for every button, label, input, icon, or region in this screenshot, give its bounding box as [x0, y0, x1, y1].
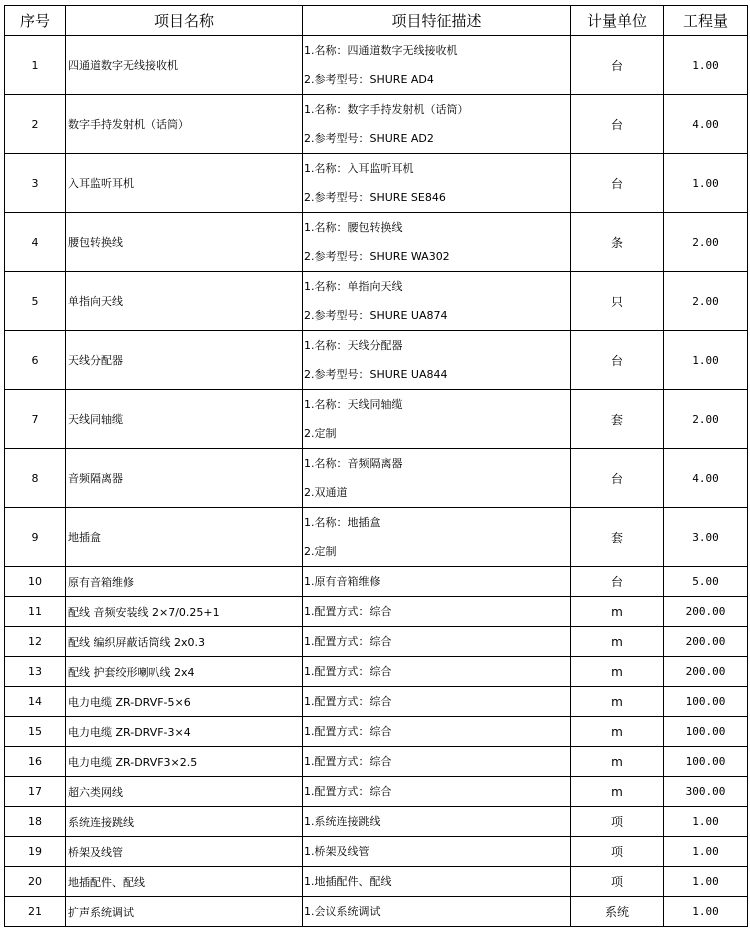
item-name: 腰包转换线 [66, 213, 303, 272]
unit: 条 [571, 213, 664, 272]
unit: 台 [571, 154, 664, 213]
item-name: 系统连接跳线 [66, 807, 303, 837]
row-number: 2 [5, 95, 66, 154]
unit: 台 [571, 36, 664, 95]
row-number: 11 [5, 597, 66, 627]
item-name: 入耳监听耳机 [66, 154, 303, 213]
table-row [5, 867, 748, 897]
header-item-name: 项目名称 [66, 6, 303, 36]
item-name: 扩声系统调试 [66, 897, 303, 927]
item-description [303, 567, 571, 597]
table-row [5, 777, 748, 807]
description-line: 1.名称：地插盒 [304, 516, 381, 529]
row-number: 8 [5, 449, 66, 508]
row-number: 18 [5, 807, 66, 837]
item-name: 四通道数字无线接收机 [66, 36, 303, 95]
item-description [303, 687, 571, 717]
table-row [5, 154, 748, 213]
description-line: 2.定制 [304, 545, 337, 558]
unit: 项 [571, 807, 664, 837]
description-line: 1.原有音箱维修 [304, 575, 381, 588]
table-header-row [5, 6, 748, 36]
item-name: 天线同轴缆 [66, 390, 303, 449]
description-line: 1.名称：天线分配器 [304, 339, 403, 352]
item-description [303, 95, 571, 154]
description-line: 1.配置方式：综合 [304, 725, 392, 738]
unit: 项 [571, 867, 664, 897]
item-description [303, 717, 571, 747]
unit: m [571, 597, 664, 627]
row-number: 15 [5, 717, 66, 747]
item-name: 电力电缆 ZR-DRVF-3×4 [66, 717, 303, 747]
quantity: 1.00 [664, 807, 748, 837]
item-description [303, 807, 571, 837]
quantity: 1.00 [664, 154, 748, 213]
description-line: 1.配置方式：综合 [304, 695, 392, 708]
row-number: 9 [5, 508, 66, 567]
description-line: 1.名称：腰包转换线 [304, 221, 403, 234]
header-unit: 计量单位 [571, 6, 664, 36]
header-item-description: 项目特征描述 [303, 6, 571, 36]
quantity: 200.00 [664, 627, 748, 657]
quantity: 200.00 [664, 657, 748, 687]
item-description [303, 777, 571, 807]
table-row [5, 213, 748, 272]
description-line: 1.配置方式：综合 [304, 665, 392, 678]
quantity: 4.00 [664, 95, 748, 154]
table-row [5, 508, 748, 567]
description-line: 2.定制 [304, 427, 337, 440]
item-description [303, 154, 571, 213]
item-description [303, 508, 571, 567]
quantity: 1.00 [664, 897, 748, 927]
quantity: 4.00 [664, 449, 748, 508]
unit: m [571, 717, 664, 747]
row-number: 1 [5, 36, 66, 95]
description-line: 2.双通道 [304, 486, 348, 499]
table-row [5, 390, 748, 449]
description-line: 1.名称：四通道数字无线接收机 [304, 44, 458, 57]
item-description [303, 897, 571, 927]
description-line: 1.配置方式：综合 [304, 635, 392, 648]
description-line: 2.参考型号：SHURE AD2 [304, 132, 434, 145]
row-number: 17 [5, 777, 66, 807]
row-number: 4 [5, 213, 66, 272]
item-description [303, 837, 571, 867]
item-description [303, 36, 571, 95]
table-row [5, 807, 748, 837]
item-description [303, 331, 571, 390]
table-row [5, 627, 748, 657]
table-body [5, 36, 748, 927]
description-line: 1.名称：天线同轴缆 [304, 398, 403, 411]
quantity: 200.00 [664, 597, 748, 627]
item-name: 单指向天线 [66, 272, 303, 331]
header-quantity: 工程量 [664, 6, 748, 36]
item-description [303, 657, 571, 687]
bill-of-quantities-table [4, 5, 748, 927]
row-number: 6 [5, 331, 66, 390]
unit: 台 [571, 331, 664, 390]
item-name: 天线分配器 [66, 331, 303, 390]
row-number: 20 [5, 867, 66, 897]
table-row [5, 331, 748, 390]
table-row [5, 687, 748, 717]
quantity: 1.00 [664, 331, 748, 390]
quantity: 1.00 [664, 867, 748, 897]
description-line: 1.名称：入耳监听耳机 [304, 162, 414, 175]
item-name: 地插盒 [66, 508, 303, 567]
item-name: 配线 编织屏蔽话筒线 2x0.3 [66, 627, 303, 657]
quantity: 100.00 [664, 687, 748, 717]
quantity: 1.00 [664, 36, 748, 95]
quantity: 2.00 [664, 272, 748, 331]
table-row [5, 567, 748, 597]
item-description [303, 867, 571, 897]
row-number: 19 [5, 837, 66, 867]
item-name: 超六类网线 [66, 777, 303, 807]
unit: 台 [571, 95, 664, 154]
description-line: 1.名称：音频隔离器 [304, 457, 403, 470]
description-line: 2.参考型号：SHURE SE846 [304, 191, 446, 204]
unit: 套 [571, 508, 664, 567]
item-name: 数字手持发射机（话筒） [66, 95, 303, 154]
table-row [5, 657, 748, 687]
table-row [5, 36, 748, 95]
row-number: 13 [5, 657, 66, 687]
quantity: 3.00 [664, 508, 748, 567]
table-row [5, 597, 748, 627]
description-line: 1.配置方式：综合 [304, 605, 392, 618]
description-line: 1.桥架及线管 [304, 845, 370, 858]
row-number: 3 [5, 154, 66, 213]
description-line: 2.参考型号：SHURE AD4 [304, 73, 434, 86]
description-line: 2.参考型号：SHURE UA844 [304, 368, 448, 381]
quantity: 2.00 [664, 390, 748, 449]
table-row [5, 449, 748, 508]
unit: 套 [571, 390, 664, 449]
item-name: 配线 护套绞形喇叭线 2x4 [66, 657, 303, 687]
description-line: 2.参考型号：SHURE WA302 [304, 250, 450, 263]
row-number: 7 [5, 390, 66, 449]
description-line: 1.地插配件、配线 [304, 875, 392, 888]
header-no: 序号 [5, 6, 66, 36]
row-number: 14 [5, 687, 66, 717]
unit: 台 [571, 449, 664, 508]
item-description [303, 597, 571, 627]
description-line: 1.配置方式：综合 [304, 755, 392, 768]
item-name: 桥架及线管 [66, 837, 303, 867]
item-name: 电力电缆 ZR-DRVF3×2.5 [66, 747, 303, 777]
row-number: 10 [5, 567, 66, 597]
item-name: 地插配件、配线 [66, 867, 303, 897]
row-number: 12 [5, 627, 66, 657]
description-line: 2.参考型号：SHURE UA874 [304, 309, 448, 322]
unit: 系统 [571, 897, 664, 927]
unit: 项 [571, 837, 664, 867]
table-row [5, 837, 748, 867]
quantity: 300.00 [664, 777, 748, 807]
item-name: 配线 音频安装线 2×7/0.25+1 [66, 597, 303, 627]
description-line: 1.名称：数字手持发射机（话筒） [304, 103, 469, 116]
item-name: 音频隔离器 [66, 449, 303, 508]
item-name: 电力电缆 ZR-DRVF-5×6 [66, 687, 303, 717]
item-name: 原有音箱维修 [66, 567, 303, 597]
unit: m [571, 747, 664, 777]
unit: m [571, 657, 664, 687]
table-row [5, 717, 748, 747]
item-description [303, 449, 571, 508]
description-line: 1.会议系统调试 [304, 905, 381, 918]
row-number: 21 [5, 897, 66, 927]
unit: 只 [571, 272, 664, 331]
unit: m [571, 687, 664, 717]
quantity: 2.00 [664, 213, 748, 272]
row-number: 5 [5, 272, 66, 331]
item-description [303, 747, 571, 777]
item-description [303, 272, 571, 331]
unit: m [571, 627, 664, 657]
table-row [5, 897, 748, 927]
unit: m [571, 777, 664, 807]
row-number: 16 [5, 747, 66, 777]
table-row [5, 272, 748, 331]
table-row [5, 747, 748, 777]
description-line: 1.系统连接跳线 [304, 815, 381, 828]
unit: 台 [571, 567, 664, 597]
table-row [5, 95, 748, 154]
description-line: 1.名称：单指向天线 [304, 280, 403, 293]
item-description [303, 390, 571, 449]
quantity: 1.00 [664, 837, 748, 867]
description-line: 1.配置方式：综合 [304, 785, 392, 798]
quantity: 100.00 [664, 717, 748, 747]
item-description [303, 627, 571, 657]
quantity: 5.00 [664, 567, 748, 597]
item-description [303, 213, 571, 272]
quantity: 100.00 [664, 747, 748, 777]
